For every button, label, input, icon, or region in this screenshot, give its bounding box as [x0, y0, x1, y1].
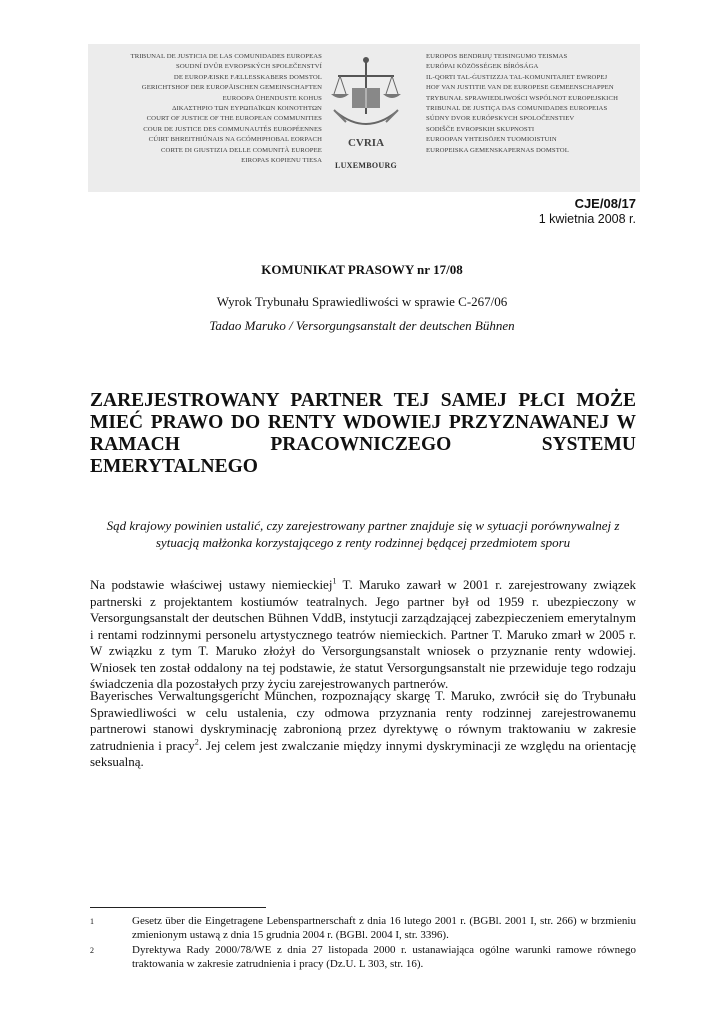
court-name-line: TRIBUNAL DE JUSTIÇA DAS COMUNIDADES EUROPEIAS — [426, 105, 608, 113]
court-emblem-icon — [326, 54, 406, 154]
court-name-line: HOF VAN JUSTITIE VAN DE EUROPESE GEMEENSCHAPPEN — [426, 84, 614, 92]
court-name-line: SÚDNY DVOR EURÓPSKYCH SPOLOČENSTIEV — [426, 115, 575, 123]
footnote-text: Gesetz über die Eingetragene Lebenspartnerschaft z dnia 16 lutego 2001 r. (BGBl. 2001 I, str. 266) w brzmieniu zmienionym ustawą z dnia 15 grudnia 2004 r. (BGBl. 2004 I, str. 3396). — [132, 915, 636, 941]
court-name-line: EIROPAS KOPIENU TIESA — [241, 157, 322, 165]
letterhead-left-names — [102, 52, 322, 166]
court-name-line: ΔΙΚΑΣΤΗΡΙΟ ΤΩΝ ΕΥΡΩΠΑΪΚΩΝ ΚΟΙΝΟΤΗΤΩΝ — [172, 105, 322, 113]
headline — [90, 390, 636, 478]
court-name-line: DE EUROPÆISKE FÆLLESSKABERS DOMSTOL — [173, 73, 322, 81]
court-name-line: GERICHTSHOF DER EUROPÄISCHEN GEMEINSCHAFTEN — [141, 84, 322, 92]
court-name-line: COUR DE JUSTICE DES COMMUNAUTÉS EUROPÉENNES — [143, 125, 322, 133]
court-name-line: EUROOPAN YHTEISÖJEN TUOMIOISTUIN — [426, 136, 557, 144]
paragraph-text: . Jej celem jest zwalczanie między innymi dyskryminacji ze względu na orientację seksualną. — [90, 737, 636, 769]
press-release-title: KOMUNIKAT PRASOWY nr 17/08 — [261, 262, 463, 277]
subheadline: Sąd krajowy powinien ustalić, czy zarejestrowany partner znajduje się w sytuacji porównywalnej z sytuacją małżonka korzystającego z renty rodzinnej będącej przedmiotem sporu — [106, 518, 620, 550]
headline-line: EMERYTALNEGO — [90, 456, 258, 477]
paragraph-text: Na podstawie właściwej ustawy niemieckiej — [90, 577, 333, 592]
body-paragraph — [90, 688, 636, 771]
letterhead-right-names — [426, 52, 646, 156]
paragraph-text: Bayerisches Verwaltungsgericht München, rozpoznający skargę T. Maruko, zwrócił się do Trybunału Sprawiedliwości w celu ustalenia, czy odmowa przyznania renty rodzinnej zarejestrowanemu partnerowi stanowi dyskryminację zabronioną przez dyrektywę o równym traktowaniu w zakresie zatrudnienia i pracy — [90, 688, 636, 753]
court-name-line: TRYBUNAŁ SPRAWIEDLIWOŚCI WSPÓLNOT EUROPEJSKICH — [426, 94, 619, 102]
case-parties: Tadao Maruko / Versorgungsanstalt der deutschen Bühnen — [209, 318, 515, 333]
court-name-line: TRIBUNAL DE JUSTICIA DE LAS COMUNIDADES EUROPEAS — [130, 53, 322, 60]
headline-line: ZAREJESTROWANY PARTNER TEJ SAMEJ PŁCI MOŻE — [90, 390, 636, 411]
court-city: LUXEMBOURG — [334, 161, 398, 170]
court-name-line: CÚIRT BHREITHIÚNAIS NA GCÓMHPHOBAL EORPACH — [148, 136, 322, 144]
emblem-caption: CVRIA — [347, 137, 385, 149]
court-letterhead — [88, 44, 640, 192]
footnote-text: Dyrektywa Rady 2000/78/WE z dnia 27 listopada 2000 r. ustanawiająca ogólne warunki ramowe równego traktowania w zakresie zatrudnienia i pracy (Dz.U. L 303, str. 16). — [132, 944, 636, 970]
paragraph-text: T. Maruko zawarł w 2001 r. zarejestrowany związek partnerski z projektantem kostiumów teatralnych. Jego partner był od 1959 r. ubezpieczony w Versorgungsanstalt der deutschen Bühnen VddB, instytucji zarządzającej zabezpieczeniem emerytalnym i rentami rodzinnymi personelu artystycznego teatrów niemieckich. Partner T. Maruko zmarł w 2005 r. W związku z tym T. Maruko złożył do Versorgungsanstalt wniosek o przyznanie renty wdowiej. Wniosek ten został oddalony na tej podstawie, że statut Versorgungsanstalt nie przewiduje tego rodzaju świadczenia dla pozostałych przy życiu zarejestrowanych partnerów. — [90, 577, 636, 691]
court-name-line: IL-QORTI TAL-ĠUSTIZZJA TAL-KOMUNITAJIET EWROPEJ — [426, 73, 608, 81]
court-name-line: EUROPOS BENDRIJŲ TEISINGUMO TEISMAS — [426, 53, 568, 60]
body-paragraph — [90, 577, 636, 693]
judgment-line: Wyrok Trybunału Sprawiedliwości w sprawie C-267/06 — [216, 294, 508, 309]
headline-line: RAMACH PRACOWNICZEGO SYSTEMU — [90, 434, 636, 455]
footnote-reference[interactable]: 2 — [194, 737, 199, 747]
court-name-line: EUROPEISKA GEMENSKAPERNAS DOMSTOL — [426, 146, 569, 154]
reference-code: CJE/08/17 — [574, 196, 636, 211]
footnote-number: 1 — [90, 917, 94, 926]
court-name-line: SOUDNÍ DVŮR EVROPSKÝCH SPOLEČENSTVÍ — [176, 63, 322, 71]
court-name-line: EURÓPAI KÖZÖSSÉGEK BÍRÓSÁGA — [426, 63, 539, 71]
footnote-separator — [90, 907, 266, 908]
court-name-line: SODIŠČE EVROPSKIH SKUPNOSTI — [426, 125, 535, 133]
court-name-line: CORTE DI GIUSTIZIA DELLE COMUNITÀ EUROPEE — [160, 146, 322, 154]
court-name-line: COURT OF JUSTICE OF THE EUROPEAN COMMUNITIES — [146, 115, 322, 123]
footnote-reference[interactable]: 1 — [332, 576, 337, 586]
headline-line: MIEĆ PRAWO DO RENTY WDOWIEJ PRZYZNAWANEJ W — [90, 412, 636, 433]
reference-date: 1 kwietnia 2008 r. — [538, 212, 636, 226]
reference-block — [539, 196, 636, 227]
court-name-line: EUROOPA ÜHENDUSTE KOHUS — [222, 94, 322, 102]
footnote-number: 2 — [90, 946, 94, 955]
